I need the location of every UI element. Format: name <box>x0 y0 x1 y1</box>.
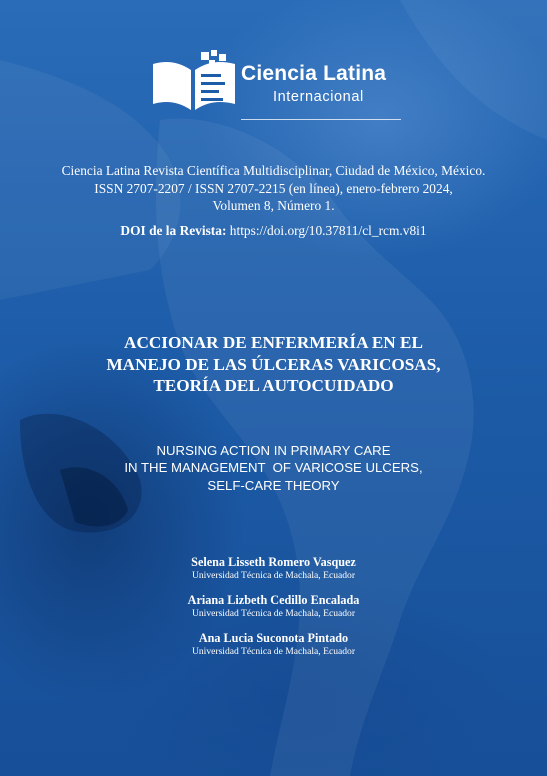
journal-line-3: Volumen 8, Número 1. <box>212 198 335 214</box>
author-affiliation: Universidad Técnica de Machala, Ecuador <box>191 608 356 619</box>
journal-info <box>20 162 527 239</box>
author-list <box>20 555 527 669</box>
title-es-line-1: ACCIONAR DE ENFERMERÍA EN EL <box>124 333 423 352</box>
title-en-line-2: IN THE MANAGEMENT OF VARICOSE ULCERS, <box>124 460 423 476</box>
journal-line-2: ISSN 2707-2207 / ISSN 2707-2215 (en línea), enero-febrero 2024, <box>94 180 453 196</box>
author-entry <box>20 593 527 620</box>
author-affiliation: Universidad Técnica de Machala, Ecuador <box>191 646 356 657</box>
journal-line-1: Ciencia Latina Revista Científica Multidisciplinar, Ciudad de México, México. <box>61 163 486 178</box>
journal-logo <box>147 48 407 122</box>
journal-doi <box>20 222 527 240</box>
author-affiliation: Universidad Técnica de Machala, Ecuador <box>191 570 356 581</box>
title-en-line-3: SELF-CARE THEORY <box>207 477 340 493</box>
article-title-spanish <box>20 332 527 397</box>
author-entry <box>20 631 527 658</box>
article-title-english <box>20 442 527 494</box>
title-en-line-1: NURSING ACTION IN PRIMARY CARE <box>156 443 391 458</box>
logo-subtitle: Internacional <box>273 89 364 105</box>
title-es-line-3: TEORÍA DEL AUTOCUIDADO <box>153 376 394 396</box>
open-book-icon <box>149 48 239 112</box>
author-name: Ana Lucia Suconota Pintado <box>198 631 349 645</box>
author-name: Selena Lisseth Romero Vasquez <box>191 555 356 569</box>
doi-link[interactable]: https://doi.org/10.37811/cl_rcm.v8i1 <box>229 222 427 238</box>
logo-divider <box>241 119 401 120</box>
title-es-line-2: MANEJO DE LAS ÚLCERAS VARICOSAS, <box>106 354 441 374</box>
logo-name: Ciencia Latina <box>241 62 387 85</box>
doi-label: DOI de la Revista: <box>120 222 227 238</box>
author-name: Ariana Lizbeth Cedillo Encalada <box>187 593 360 607</box>
author-entry <box>20 555 527 582</box>
